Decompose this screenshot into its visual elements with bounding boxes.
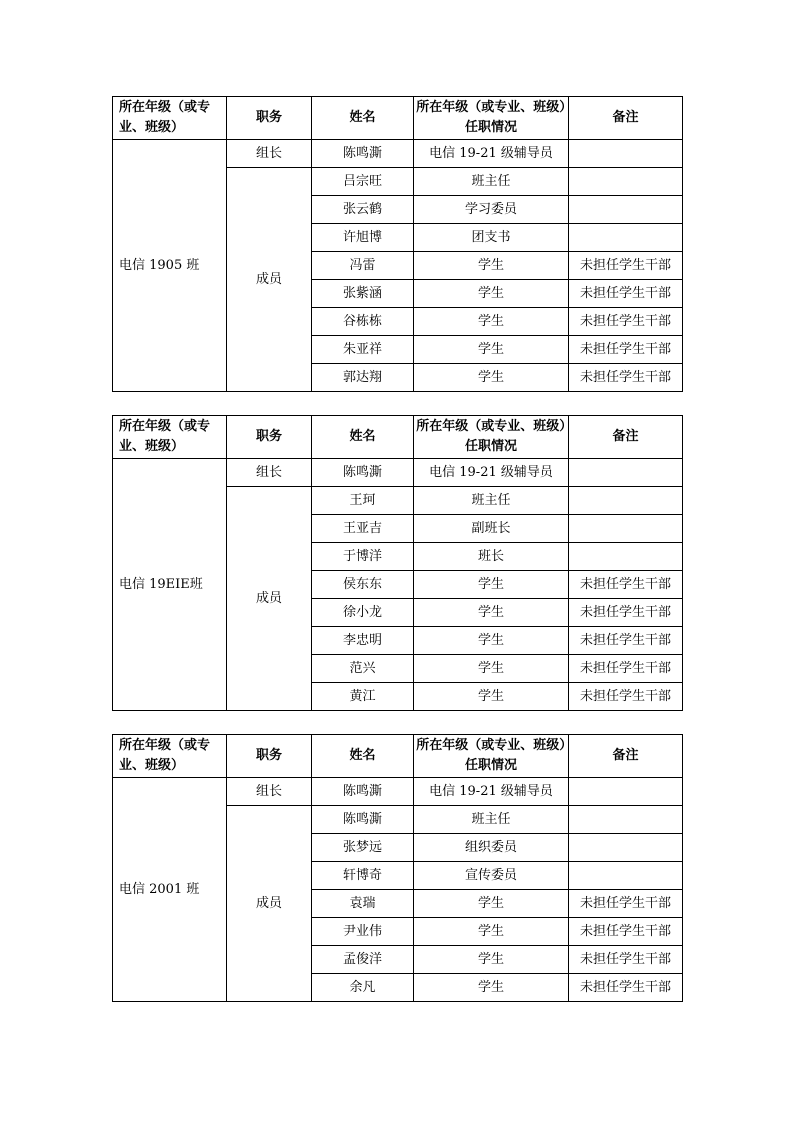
- role-cell: 成员: [227, 487, 312, 711]
- position-cell: 班主任: [414, 487, 569, 515]
- header-position: 所在年级（或专业、班级）任职情况: [414, 416, 569, 459]
- role-cell: 成员: [227, 806, 312, 1002]
- header-class: 所在年级（或专业、班级）: [113, 735, 227, 778]
- position-cell: 班主任: [414, 806, 569, 834]
- name-cell: 黄江: [312, 683, 414, 711]
- position-cell: 学生: [414, 655, 569, 683]
- remark-cell: [569, 543, 683, 571]
- class-roster-table: [112, 96, 683, 392]
- remark-cell: [569, 515, 683, 543]
- name-cell: 许旭博: [312, 224, 414, 252]
- remark-cell: 未担任学生干部: [569, 683, 683, 711]
- header-name: 姓名: [312, 97, 414, 140]
- remark-cell: [569, 140, 683, 168]
- remark-cell: [569, 778, 683, 806]
- remark-cell: [569, 168, 683, 196]
- remark-cell: 未担任学生干部: [569, 918, 683, 946]
- class-name-cell: 电信 1905 班: [113, 140, 227, 392]
- position-cell: 宣传委员: [414, 862, 569, 890]
- remark-cell: [569, 487, 683, 515]
- header-position: 所在年级（或专业、班级）任职情况: [414, 97, 569, 140]
- position-cell: 学生: [414, 974, 569, 1002]
- name-cell: 陈鸣澌: [312, 459, 414, 487]
- name-cell: 吕宗旺: [312, 168, 414, 196]
- header-role: 职务: [227, 416, 312, 459]
- header-name: 姓名: [312, 416, 414, 459]
- remark-cell: 未担任学生干部: [569, 252, 683, 280]
- name-cell: 张梦远: [312, 834, 414, 862]
- remark-cell: 未担任学生干部: [569, 599, 683, 627]
- remark-cell: [569, 224, 683, 252]
- remark-cell: 未担任学生干部: [569, 890, 683, 918]
- position-cell: 学生: [414, 890, 569, 918]
- role-cell: 组长: [227, 778, 312, 806]
- position-cell: 学生: [414, 308, 569, 336]
- remark-cell: 未担任学生干部: [569, 655, 683, 683]
- name-cell: 尹业伟: [312, 918, 414, 946]
- remark-cell: [569, 459, 683, 487]
- role-cell: 组长: [227, 459, 312, 487]
- role-cell: 组长: [227, 140, 312, 168]
- remark-cell: 未担任学生干部: [569, 308, 683, 336]
- name-cell: 张紫涵: [312, 280, 414, 308]
- remark-cell: [569, 862, 683, 890]
- role-cell: 成员: [227, 168, 312, 392]
- remark-cell: 未担任学生干部: [569, 280, 683, 308]
- remark-cell: [569, 196, 683, 224]
- position-cell: 副班长: [414, 515, 569, 543]
- position-cell: 学生: [414, 918, 569, 946]
- position-cell: 学生: [414, 336, 569, 364]
- class-name-cell: 电信 2001 班: [113, 778, 227, 1002]
- position-cell: 电信 19-21 级辅导员: [414, 140, 569, 168]
- class-roster-table: [112, 734, 683, 1002]
- name-cell: 张云鹤: [312, 196, 414, 224]
- header-remark: 备注: [569, 416, 683, 459]
- position-cell: 学习委员: [414, 196, 569, 224]
- class-roster-table: [112, 415, 683, 711]
- name-cell: 范兴: [312, 655, 414, 683]
- name-cell: 侯东东: [312, 571, 414, 599]
- name-cell: 李忠明: [312, 627, 414, 655]
- name-cell: 王珂: [312, 487, 414, 515]
- name-cell: 谷栋栋: [312, 308, 414, 336]
- header-remark: 备注: [569, 97, 683, 140]
- name-cell: 朱亚祥: [312, 336, 414, 364]
- header-class: 所在年级（或专业、班级）: [113, 97, 227, 140]
- position-cell: 电信 19-21 级辅导员: [414, 778, 569, 806]
- header-remark: 备注: [569, 735, 683, 778]
- table-header-row: [113, 416, 683, 459]
- position-cell: 学生: [414, 683, 569, 711]
- name-cell: 余凡: [312, 974, 414, 1002]
- table-header-row: [113, 735, 683, 778]
- position-cell: 学生: [414, 946, 569, 974]
- position-cell: 学生: [414, 599, 569, 627]
- header-name: 姓名: [312, 735, 414, 778]
- remark-cell: 未担任学生干部: [569, 627, 683, 655]
- name-cell: 陈鸣澌: [312, 806, 414, 834]
- position-cell: 学生: [414, 364, 569, 392]
- table-row: [113, 778, 683, 806]
- remark-cell: 未担任学生干部: [569, 336, 683, 364]
- header-role: 职务: [227, 735, 312, 778]
- name-cell: 冯雷: [312, 252, 414, 280]
- remark-cell: 未担任学生干部: [569, 364, 683, 392]
- position-cell: 团支书: [414, 224, 569, 252]
- name-cell: 孟俊洋: [312, 946, 414, 974]
- position-cell: 组织委员: [414, 834, 569, 862]
- table-header-row: [113, 97, 683, 140]
- name-cell: 轩博奇: [312, 862, 414, 890]
- position-cell: 电信 19-21 级辅导员: [414, 459, 569, 487]
- name-cell: 于博洋: [312, 543, 414, 571]
- class-name-cell: 电信 19EIE班: [113, 459, 227, 711]
- remark-cell: 未担任学生干部: [569, 946, 683, 974]
- header-class: 所在年级（或专业、班级）: [113, 416, 227, 459]
- header-role: 职务: [227, 97, 312, 140]
- remark-cell: [569, 834, 683, 862]
- remark-cell: 未担任学生干部: [569, 571, 683, 599]
- position-cell: 班主任: [414, 168, 569, 196]
- table-row: [113, 140, 683, 168]
- name-cell: 袁瑞: [312, 890, 414, 918]
- remark-cell: 未担任学生干部: [569, 974, 683, 1002]
- position-cell: 学生: [414, 252, 569, 280]
- name-cell: 王亚吉: [312, 515, 414, 543]
- name-cell: 徐小龙: [312, 599, 414, 627]
- position-cell: 学生: [414, 571, 569, 599]
- table-row: [113, 459, 683, 487]
- position-cell: 学生: [414, 627, 569, 655]
- name-cell: 陈鸣澌: [312, 778, 414, 806]
- header-position: 所在年级（或专业、班级）任职情况: [414, 735, 569, 778]
- position-cell: 班长: [414, 543, 569, 571]
- name-cell: 陈鸣澌: [312, 140, 414, 168]
- position-cell: 学生: [414, 280, 569, 308]
- name-cell: 郭达翔: [312, 364, 414, 392]
- remark-cell: [569, 806, 683, 834]
